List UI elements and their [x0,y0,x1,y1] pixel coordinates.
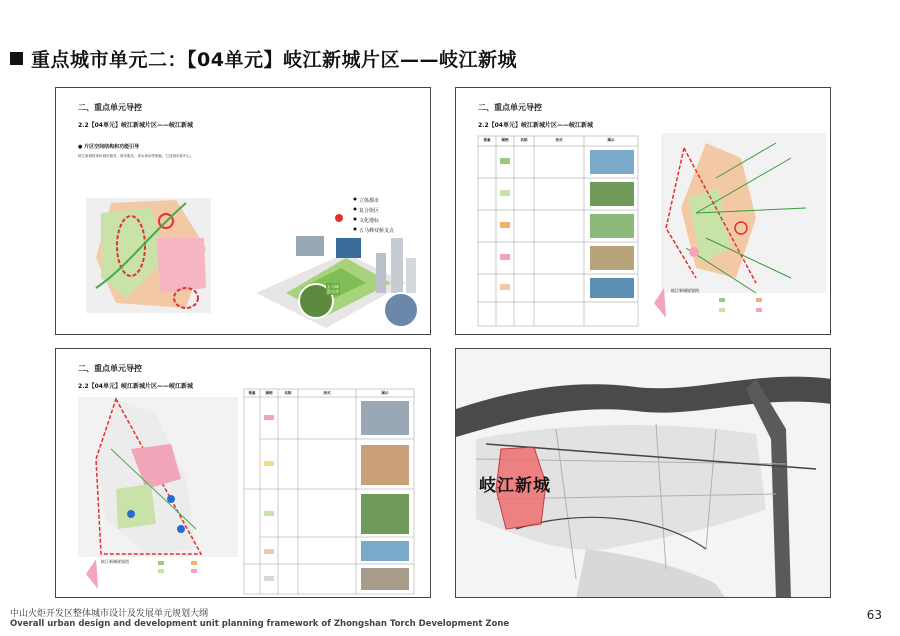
table-header-cell: 图例 [265,391,273,395]
footer-chinese-title: 中山火炬开发区整体城市设计及发展单元规划大纲 [10,609,209,619]
panel-heading: 二、重点单元导控 [78,364,142,373]
left-plan-map [86,198,211,313]
table-header-cell: 要素 [483,138,491,142]
panel-structure-guidance [55,87,431,335]
panel-heading: 二、重点单元导控 [78,103,142,112]
label-item: 立体都市 [359,198,380,204]
table-header-row [244,391,414,396]
panel-element-table-2 [55,348,431,598]
table-header-cell: 要素 [248,391,256,395]
table-header-cell: 形式 [555,138,563,142]
page-number: 63 [866,608,882,622]
table-header-cell: 名称 [520,138,528,142]
panel-subheading: 2.2【04单元】岐江新城片区——岐江新城 [78,383,193,390]
element-table-graphic [456,88,831,335]
table-header-cell: 形式 [323,391,331,395]
title-text: 重点城市单元二：【04单元】岐江新城片区——岐江新城 [31,48,517,71]
table-header-cell: 图示 [607,138,615,142]
label-item: 五马峰双桥支点 [359,228,395,234]
table-header-cell: 名称 [284,391,292,395]
landscape-label: 五马峰滨水带 [327,284,339,294]
table-header-cell: 图示 [381,391,389,395]
panel-subheading: 2.2【04单元】岐江新城片区——岐江新城 [478,122,593,129]
footer-english-title: Overall urban design and development unit planning framework of Zhongshan Torch Development Zone [10,619,510,629]
map-caption: 岐江新城规划图 [671,288,699,293]
table-header-row [478,138,638,143]
label-item: 文化地标 [359,218,380,224]
table-thumbnails [590,150,634,298]
panel-subheading: 2.2【04单元】岐江新城片区——岐江新城 [78,122,193,129]
panel-heading: 二、重点单元导控 [478,103,542,112]
district-map-label: 岐江新城 [479,476,551,496]
structure-label-list [359,196,394,236]
slide-title [10,44,517,72]
table-header-cell: 图例 [501,138,509,142]
title-bullet-square [10,52,23,65]
p3-plan-map [78,397,238,557]
panel-location-map [455,348,831,598]
panel-element-table-1 [455,87,831,335]
panel-paragraph: 岐江新城将承担城市服务、商务服务、滨水休闲等职能，打造城市新中心。 [78,154,194,158]
p2-plan-map [661,133,826,293]
label-item: 复合街区 [359,208,380,214]
p3-swatches [264,415,274,581]
map-caption: 岐江新城规划图 [101,559,129,564]
p3-thumbnails [361,401,409,590]
panel-bullet: ● 片区空间结构和功能引导 [78,144,140,150]
